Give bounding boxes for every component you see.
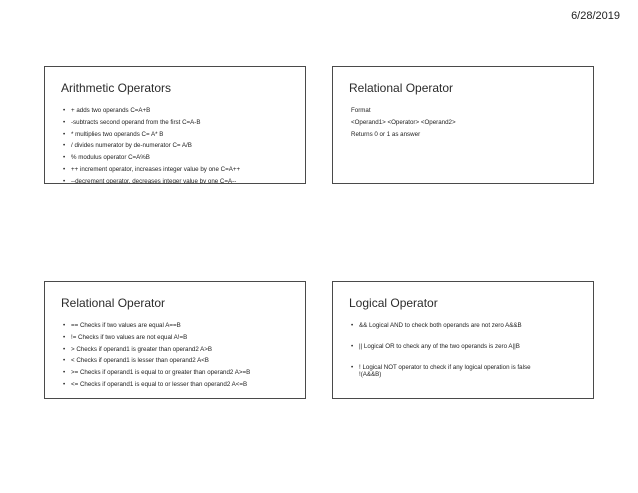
bullet-item: • > Checks if operand1 is greater than operand2 A>B <box>63 346 295 354</box>
bullet-item: • ++ increment operator, increases integer value by one C=A++ <box>63 166 295 174</box>
slide-title: Relational Operator <box>61 296 166 310</box>
bullet-item: • / divides numerator by de-numerator C= A/B <box>63 142 295 150</box>
slide-body <box>63 322 295 393</box>
slide-body <box>351 322 583 392</box>
bullet-item: • * multiplies two operands C= A* B <box>63 131 295 139</box>
bullet-item: • < Checks if operand1 is lesser than operand2 A<B <box>63 357 295 365</box>
slide-title: Arithmetic Operators <box>61 81 172 95</box>
bullet-item: • -subtracts second operand from the first C=A-B <box>63 119 295 127</box>
page-date: 6/28/2019 <box>571 10 620 22</box>
slide-relational-operator-format <box>332 66 594 184</box>
text-line: Returns 0 or 1 as answer <box>351 130 421 138</box>
bullet-item: • != Checks if two values are not equal A!=B <box>63 334 295 342</box>
bullet-list <box>351 322 583 379</box>
bullet-list <box>63 107 295 184</box>
slide-body <box>63 107 295 184</box>
slide-arithmetic-operators <box>44 66 306 184</box>
slide-body <box>351 107 583 142</box>
text-line: Format <box>351 107 371 114</box>
slide-title: Logical Operator <box>349 296 438 310</box>
bullet-list <box>63 322 295 389</box>
text-line: <Operand1> <Operator> <Operand2> <box>351 118 456 126</box>
slide-title: Relational Operator <box>349 81 454 95</box>
bullet-item: • == Checks if two values are equal A==B <box>63 322 295 330</box>
bullet-item: • --decrement operator, decreases integer value by one C=A-- <box>63 178 295 185</box>
bullet-item: • <= Checks if operand1 is equal to or lesser than operand2 A<=B <box>63 381 295 389</box>
bullet-item: • || Logical OR to check any of the two operands is zero A||B <box>351 343 583 351</box>
bullet-item: • >= Checks if operand1 is equal to or greater than operand2 A>=B <box>63 369 295 377</box>
slide-relational-operator-list <box>44 281 306 399</box>
bullet-item: • ! Logical NOT operator to check if any logical operation is false !(A&&B) <box>351 364 583 380</box>
slide-logical-operator <box>332 281 594 399</box>
bullet-item: • + adds two operands C=A+B <box>63 107 295 115</box>
bullet-item: • % modulus operator C=A%B <box>63 154 295 162</box>
bullet-item: • && Logical AND to check both operands are not zero A&&B <box>351 322 583 330</box>
